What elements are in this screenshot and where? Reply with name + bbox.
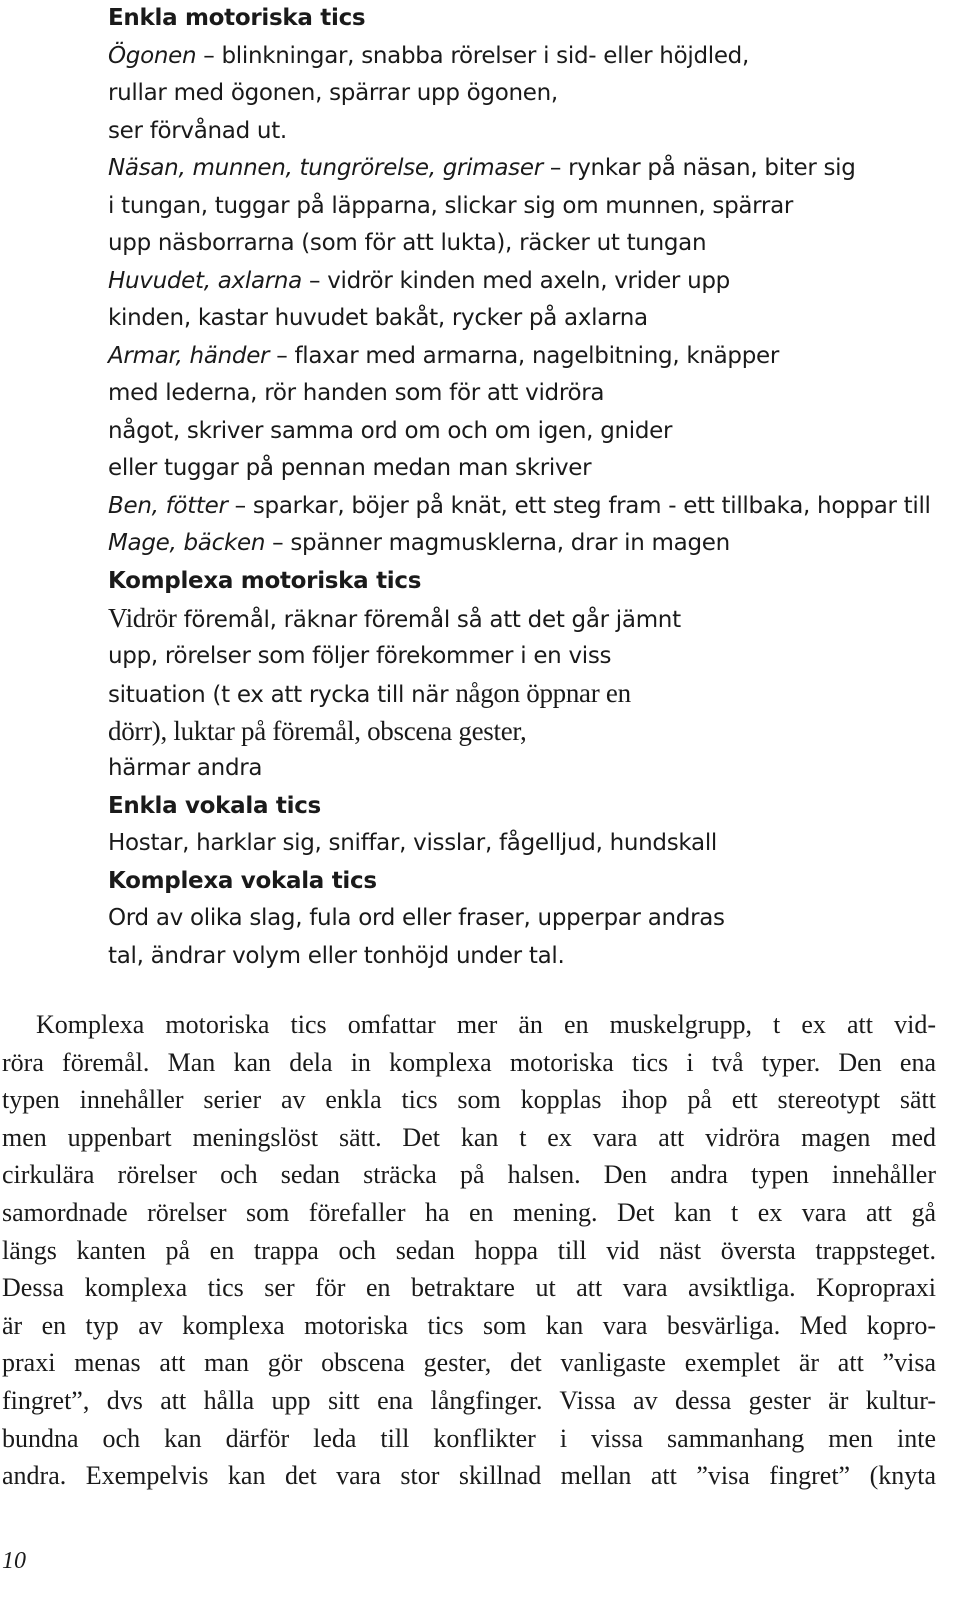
paragraph-line: typen innehåller serier av enkla tics som kopplas ihop på ett stereotypt sätt [2,1085,936,1115]
entry-label: Näsan, munnen, tungrörelse, grimaser [108,155,543,181]
paragraph-line: längs kanten på en trappa och sedan hoppa till vid näst översta trappsteget. [2,1235,936,1265]
entry-legs-feet [108,488,938,526]
complex-vocal-line: Ord av olika slag, fula ord eller fraser, upperpar andras [108,905,725,931]
paragraph-line: cirkulära rörelser och sedan sträcka på halsen. Den andra typen innehåller [2,1160,936,1190]
heading-simple-vocal-tics: Enkla vokala tics [108,792,321,819]
paragraph-line: samordnade rörelser som förefaller ha en mening. Det kan t ex vara att gå [2,1197,936,1227]
body-paragraph [2,1006,936,1495]
complex-motor-line: upp, rörelser som följer förekommer i en viss [108,642,612,669]
tics-list-box [108,0,938,975]
entry-label: Armar, händer [108,342,270,369]
entry-continuation: kinden, kastar huvudet bakåt, rycker på axlarna [108,305,648,331]
paragraph-line: röra föremål. Man kan dela in komplexa motoriska tics i två typer. Den ena [2,1047,936,1077]
paragraph-line: Dessa komplexa tics ser för en betraktare ut att vara avsiktliga. Kopropraxi [2,1273,936,1303]
heading-simple-motor-tics: Enkla motoriska tics [108,5,366,31]
serif-word: Vidrör [108,603,177,633]
page-number: 10 [2,1548,26,1574]
entry-stomach-pelvis [108,525,938,563]
entry-continuation: ser förvånad ut. [108,117,287,144]
entry-continuation: i tungan, tuggar på läpparna, slickar sig om munnen, spärrar [108,192,794,219]
entry-text: – sparkar, böjer på knät, ett steg fram - ett tillbaka, hoppar till [227,492,931,519]
entry-head-shoulders [108,263,938,301]
entry-label: Ben, fötter [108,492,228,519]
paragraph-line: andra. Exempelvis kan det vara stor skillnad mellan att ”visa fingret” (knyta [2,1461,936,1491]
entry-continuation: med lederna, rör handen som för att vidröra [108,380,605,406]
paragraph-line: Komplexa motoriska tics omfattar mer än en muskelgrupp, t ex att vid- [36,1010,936,1039]
complex-motor-line: dörr), luktar på föremål, obscena gester, [108,715,527,746]
simple-vocal-line: Hostar, harklar sig, sniffar, visslar, fågelljud, hundskall [108,830,717,856]
line-text: föremål, räknar föremål så att det går jämnt [176,607,681,633]
entry-label: Huvudet, axlarna [108,267,302,294]
entry-text: – spänner magmusklerna, drar in magen [265,530,730,556]
heading-complex-motor-tics: Komplexa motoriska tics [108,567,422,594]
entry-label: Ögonen [108,42,197,69]
entry-continuation: upp näsborrarna (som för att lukta), räcker ut tungan [108,230,707,256]
line-text: situation (t ex att rycka till när [108,682,456,708]
entry-arms-hands [108,338,938,376]
paragraph-line: men uppenbart meningslöst sätt. Det kan t ex vara att vidröra magen med [2,1122,936,1152]
entry-text: – rynkar på näsan, biter sig [542,155,856,181]
entry-text: – vidrör kinden med axeln, vrider upp [301,267,730,294]
entry-nose-mouth [108,150,938,188]
paragraph-line: fingret”, dvs att hålla upp sitt ena långfinger. Vissa av dessa gester är kultur- [2,1385,936,1415]
entry-eyes [108,38,938,76]
serif-text: någon öppnar en [455,678,631,708]
complex-vocal-line: tal, ändrar volym eller tonhöjd under tal. [108,942,565,969]
complex-motor-line [108,600,938,638]
entry-text: – blinkningar, snabba rörelser i sid- eller höjdled, [196,42,749,69]
paragraph-line: praxi menas att man gör obscena gester, det vanligaste exemplet är att ”visa [2,1348,936,1378]
entry-continuation: eller tuggar på pennan medan man skriver [108,455,592,481]
paragraph-line: bundna och kan därför leda till konflikter i vissa sammanhang men inte [2,1423,936,1453]
complex-motor-line [108,675,938,713]
complex-motor-line: härmar andra [108,755,263,781]
paragraph-line: är en typ av komplexa motoriska tics som kan vara besvärliga. Med kopro- [2,1310,936,1340]
entry-continuation: rullar med ögonen, spärrar upp ögonen, [108,80,558,106]
entry-text: – flaxar med armarna, nagelbitning, knäpper [269,342,780,369]
heading-complex-vocal-tics: Komplexa vokala tics [108,867,377,894]
entry-continuation: något, skriver samma ord om och om igen, gnider [108,417,673,444]
entry-label: Mage, bäcken [108,530,266,556]
